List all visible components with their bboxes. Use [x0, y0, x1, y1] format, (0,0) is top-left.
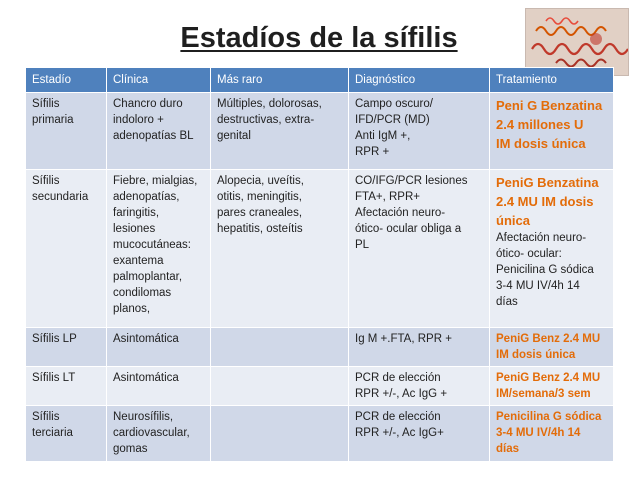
- cell-diagnostico: Campo oscuro/ IFD/PCR (MD) Anti IgM +, RPR +: [349, 93, 490, 170]
- table-row: [26, 170, 614, 328]
- treatment-text: PeniG Benz 2.4 MU IM dosis única: [496, 333, 601, 361]
- treatment-text: PeniG Benzatina 2.4 MU IM dosis única: [496, 175, 599, 228]
- table-row: [26, 367, 614, 406]
- page-title: Estadíos de la sífilis: [180, 22, 458, 54]
- cell-mas-raro: [211, 367, 349, 406]
- table-header-row: [26, 68, 614, 93]
- column-header-estadio: Estadío: [26, 68, 107, 93]
- cell-estadio: Sífilis secundaria: [26, 170, 107, 328]
- cell-mas-raro: [211, 328, 349, 367]
- cell-diagnostico: CO/IFG/PCR lesiones FTA+, RPR+ Afectación neuro- ótico- ocular obliga a PL: [349, 170, 490, 328]
- treatment-note: Afectación neuro- ótico- ocular: Penicilina G sódica 3-4 MU IV/4h 14 días: [496, 232, 594, 308]
- treatment-text: Peni G Benzatina 2.4 millones U IM dosis única: [496, 98, 603, 151]
- cell-clinica: Neurosífilis, cardiovascular, gomas: [107, 406, 211, 462]
- column-header-tratamiento: Tratamiento: [490, 68, 614, 93]
- column-header-clinica: Clínica: [107, 68, 211, 93]
- cell-clinica: Asintomática: [107, 367, 211, 406]
- cell-diagnostico: PCR de elección RPR +/-, Ac IgG +: [349, 367, 490, 406]
- cell-tratamiento: [490, 367, 614, 406]
- treatment-text: Penicilina G sódica 3-4 MU IV/4h 14 días: [496, 411, 602, 455]
- cell-mas-raro: [211, 406, 349, 462]
- cell-tratamiento: [490, 328, 614, 367]
- cell-tratamiento: [490, 93, 614, 170]
- bacteria-image-icon: [526, 9, 628, 75]
- cell-estadio: Sífilis LT: [26, 367, 107, 406]
- cell-tratamiento: [490, 406, 614, 462]
- table-row: [26, 328, 614, 367]
- cell-tratamiento: [490, 170, 614, 328]
- table-row: [26, 406, 614, 462]
- cell-estadio: Sífilis primaria: [26, 93, 107, 170]
- cell-estadio: Sífilis LP: [26, 328, 107, 367]
- cell-estadio: Sífilis terciaria: [26, 406, 107, 462]
- cell-diagnostico: PCR de elección RPR +/-, Ac IgG+: [349, 406, 490, 462]
- column-header-diagnostico: Diagnóstico: [349, 68, 490, 93]
- table-row: [26, 93, 614, 170]
- cell-diagnostico: Ig M +.FTA, RPR +: [349, 328, 490, 367]
- cell-clinica: Chancro duro indoloro + adenopatías BL: [107, 93, 211, 170]
- treponema-microscopy-image: [525, 8, 629, 76]
- cell-mas-raro: Múltiples, dolorosas, destructivas, extra- genital: [211, 93, 349, 170]
- cell-clinica: Asintomática: [107, 328, 211, 367]
- syphilis-stages-table: [25, 67, 614, 462]
- treatment-text: PeniG Benz 2.4 MU IM/semana/3 sem: [496, 372, 601, 400]
- cell-clinica: Fiebre, mialgias, adenopatías, faringitis, lesiones mucocutáneas: exantema palmoplantar, condilomas planos,: [107, 170, 211, 328]
- column-header-mas-raro: Más raro: [211, 68, 349, 93]
- cell-mas-raro: Alopecia, uveítis, otitis, meningitis, pares craneales, hepatitis, osteítis: [211, 170, 349, 328]
